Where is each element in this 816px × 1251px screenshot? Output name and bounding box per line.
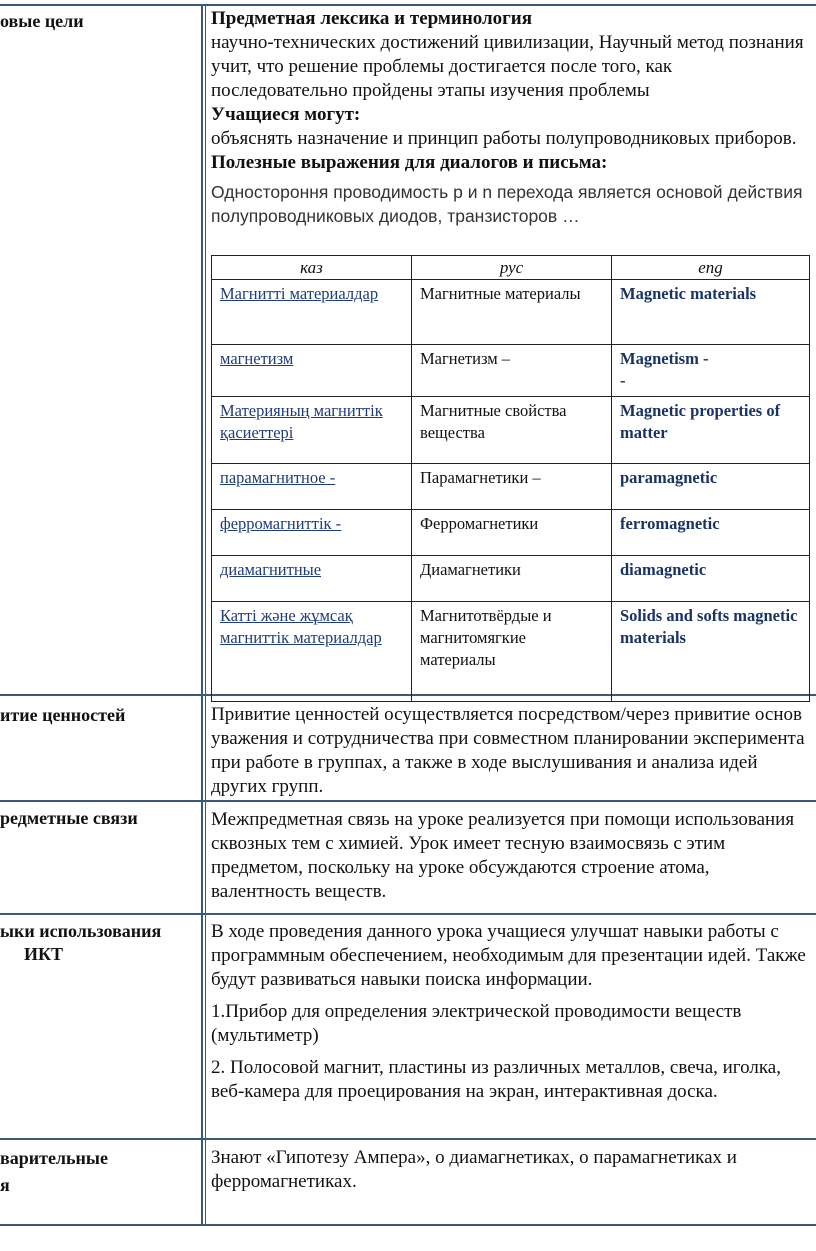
- table-row: [212, 345, 810, 397]
- vocabulary-header-row: [212, 256, 810, 280]
- header-kaz: каз: [212, 256, 412, 280]
- cross-curricular-content: [211, 808, 811, 904]
- cell-kz: [212, 464, 412, 510]
- kz-term: Катті және жұмсақ магниттік материалдар: [220, 606, 382, 647]
- cell-en: Solids and softs magnetic materials: [612, 602, 810, 702]
- ict-content: [211, 920, 811, 1104]
- cell-kz: [212, 345, 412, 397]
- heading-students-can: Учащиеся могут:: [211, 104, 361, 125]
- prior-knowledge-paragraph: Знают «Гипотезу Ампера», о диамагнетиках, о парамагнетиках и ферромагнетиках.: [211, 1147, 737, 1192]
- kz-term: магнетизм: [220, 349, 294, 368]
- table-border-top: [0, 4, 816, 6]
- ict-item-1: 1.Прибор для определения электрической проводимости веществ (мультиметр): [211, 1001, 742, 1046]
- useful-phrase: Одностороння проводимость p и n перехода является основой действия полупроводниковых диодов, транзисторов …: [211, 182, 803, 226]
- header-eng: eng: [612, 256, 810, 280]
- row-divider: [0, 1138, 816, 1140]
- table-row: [212, 510, 810, 556]
- kz-term: парамагнитное -: [220, 468, 336, 487]
- cell-ru: Парамагнетики –: [412, 464, 612, 510]
- table-border-bottom: [0, 1224, 816, 1226]
- cell-kz: [212, 510, 412, 556]
- cell-ru: Магнитные материалы: [412, 280, 612, 345]
- cell-en: Magnetism - -: [612, 345, 810, 397]
- students-can-paragraph: [211, 127, 811, 175]
- column-divider: [201, 4, 203, 1224]
- row-label-values: итие ценностей: [0, 705, 126, 725]
- cell-en: Magnetic materials: [612, 280, 810, 345]
- values-paragraph: Привитие ценностей осуществляется посредством/через привитие основ уважения и сотрудничества при совместном планировании эксперимента при работе в группах, а также в ходе выслушивания и анализа идей других групп.: [211, 704, 805, 797]
- row-divider: [0, 800, 816, 802]
- cell-en: paramagnetic: [612, 464, 810, 510]
- table-row: [212, 464, 810, 510]
- cell-kz: [212, 280, 412, 345]
- cell-ru: Ферромагнетики: [412, 510, 612, 556]
- prior-knowledge-content: [211, 1146, 811, 1194]
- table-row: [212, 602, 810, 702]
- cell-ru: Магнетизм –: [412, 345, 612, 397]
- kz-term: ферромагниттік -: [220, 514, 342, 533]
- table-row: [212, 397, 810, 464]
- goals-paragraph: научно-технических достижений цивилизации, Научный метод познания учит, что решение проблемы достигается после того, как последовательно пройдены этапы изучения проблемы: [211, 32, 804, 101]
- cell-ru: Диамагнетики: [412, 556, 612, 602]
- cell-ru: Магнитотвёрдые и магнитомягкие материалы: [412, 602, 612, 702]
- row-label-ict: [0, 920, 200, 966]
- row-label-prior-knowledge: [0, 1147, 200, 1197]
- ict-item-2: 2. Полосовой магнит, пластины из различных металлов, свеча, иголка, веб-камера для проецирования на экран, интерактивная доска.: [211, 1057, 781, 1102]
- row-label-goals: овые цели: [0, 11, 84, 31]
- row-label-cross-curricular: редметные связи: [0, 808, 138, 828]
- table-row: [212, 556, 810, 602]
- kz-term: Магнитті материалдар: [220, 284, 379, 303]
- row-divider: [0, 913, 816, 915]
- row-label-ict-line2: ИКТ: [24, 944, 64, 964]
- kz-term: Материяның магниттік қасиеттері: [220, 401, 383, 442]
- cell-kz: [212, 556, 412, 602]
- goals-content: [211, 7, 811, 228]
- column-divider-inner: [205, 4, 206, 1224]
- values-content: [211, 703, 811, 799]
- kz-term: диамагнитные: [220, 560, 322, 579]
- heading-useful-phrases: Полезные выражения для диалогов и письма:: [211, 152, 608, 173]
- cell-kz: [212, 602, 412, 702]
- header-rus: рус: [412, 256, 612, 280]
- ict-paragraph: В ходе проведения данного урока учащиеся улучшат навыки работы с программным обеспечением, необходимым для презентации идей. Также будут развиваться навыки поиска информации.: [211, 921, 806, 990]
- students-can-text: объяснять назначение и принцип работы полупроводниковых приборов.: [211, 128, 797, 149]
- cell-ru: Магнитные свойства вещества: [412, 397, 612, 464]
- cell-en: diamagnetic: [612, 556, 810, 602]
- cell-en: ferromagnetic: [612, 510, 810, 556]
- row-label-prior-line2: я: [0, 1175, 10, 1195]
- cell-en: Magnetic properties of matter: [612, 397, 810, 464]
- cell-kz: [212, 397, 412, 464]
- cross-curricular-paragraph: Межпредметная связь на уроке реализуется при помощи использования сквозных тем с химией. Урок имеет тесную взаимосвязь с этим предметом, поскольку на уроке обсуждаются строение атома, валентность веществ.: [211, 809, 795, 902]
- row-label-prior-line1: варительные: [0, 1148, 108, 1168]
- heading-vocabulary: Предметная лексика и терминология: [211, 8, 533, 29]
- table-row: [212, 280, 810, 345]
- row-label-ict-line1: ыки использования: [0, 921, 162, 941]
- vocabulary-table: [211, 255, 810, 702]
